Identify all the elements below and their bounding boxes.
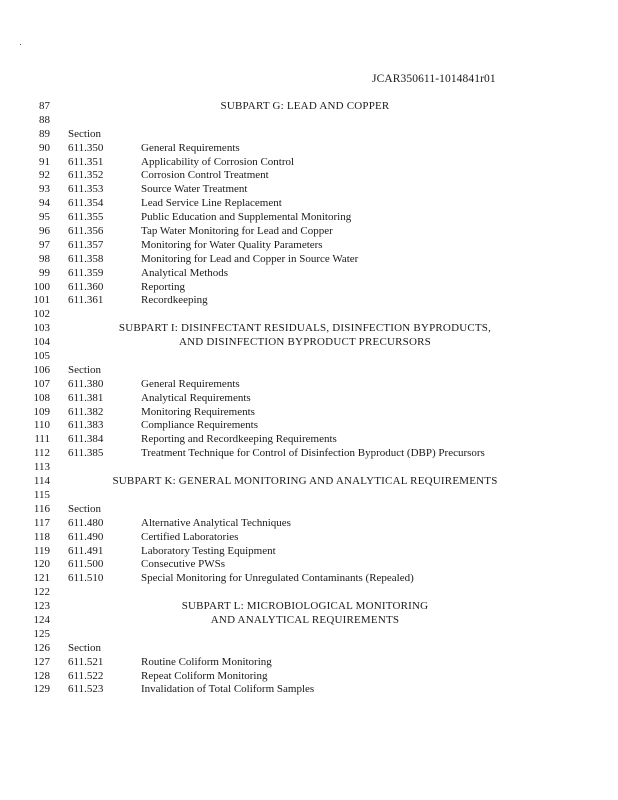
document-line xyxy=(0,586,618,600)
line-number: 97 xyxy=(39,238,50,251)
document-line xyxy=(0,253,618,267)
document-line xyxy=(0,489,618,503)
line-number: 107 xyxy=(33,377,50,390)
document-id: JCAR350611-1014841r01 xyxy=(372,73,496,85)
section-number: 611.351 xyxy=(68,155,104,168)
section-label: Section xyxy=(68,127,101,140)
line-number: 87 xyxy=(39,100,50,112)
line-number: 121 xyxy=(33,572,50,585)
section-number: 611.490 xyxy=(68,530,104,543)
document-line xyxy=(0,545,618,559)
line-number: 93 xyxy=(39,183,50,196)
document-line xyxy=(0,336,618,350)
section-number: 611.350 xyxy=(68,141,104,154)
document-line xyxy=(0,100,618,114)
subpart-heading: AND ANALYTICAL REQUIREMENTS xyxy=(210,613,400,626)
line-number: 111 xyxy=(34,433,50,446)
line-number: 110 xyxy=(33,419,50,432)
line-number: 112 xyxy=(33,447,50,460)
line-number: 105 xyxy=(33,350,50,363)
section-title: Source Water Treatment xyxy=(141,183,248,196)
document-line xyxy=(0,531,618,545)
section-title: Recordkeeping xyxy=(141,294,208,307)
section-number: 611.381 xyxy=(68,391,104,404)
section-number: 611.510 xyxy=(68,572,104,585)
section-number: 611.353 xyxy=(68,183,104,196)
line-number: 104 xyxy=(33,336,50,349)
line-number: 106 xyxy=(33,363,50,376)
line-number: 102 xyxy=(33,308,50,321)
line-number: 125 xyxy=(33,627,50,640)
line-number: 95 xyxy=(39,211,50,224)
subpart-heading: AND DISINFECTION BYPRODUCT PRECURSORS xyxy=(179,336,431,349)
document-line xyxy=(0,322,618,336)
document-line xyxy=(0,600,618,614)
section-number: 611.360 xyxy=(68,280,104,293)
line-number: 123 xyxy=(33,600,50,613)
subpart-heading: SUBPART L: MICROBIOLOGICAL MONITORING xyxy=(181,600,429,613)
line-number: 94 xyxy=(39,197,50,210)
section-number: 611.480 xyxy=(68,516,104,529)
section-label: Section xyxy=(68,641,101,654)
section-number: 611.522 xyxy=(68,669,104,682)
table-of-contents xyxy=(0,100,618,697)
line-number: 128 xyxy=(33,669,50,682)
line-number: 122 xyxy=(33,586,50,599)
section-label: Section xyxy=(68,502,101,515)
document-line xyxy=(0,281,618,295)
document-line xyxy=(0,517,618,531)
section-number: 611.380 xyxy=(68,377,104,390)
document-line xyxy=(0,211,618,225)
line-number: 92 xyxy=(39,169,50,182)
line-number: 99 xyxy=(39,266,50,279)
section-number: 611.491 xyxy=(68,544,104,557)
scan-speck xyxy=(20,44,21,45)
section-number: 611.358 xyxy=(68,252,104,265)
section-title: Applicability of Corrosion Control xyxy=(141,155,295,168)
section-title: Monitoring for Water Quality Parameters xyxy=(141,238,323,251)
section-title: Tap Water Monitoring for Lead and Copper xyxy=(141,225,333,238)
section-number: 611.352 xyxy=(68,169,104,182)
document-line xyxy=(0,475,618,489)
section-number: 611.359 xyxy=(68,266,104,279)
document-line xyxy=(0,183,618,197)
section-number: 611.354 xyxy=(68,197,104,210)
section-number: 611.355 xyxy=(68,211,104,224)
document-line xyxy=(0,239,618,253)
line-number: 113 xyxy=(33,461,50,474)
document-line xyxy=(0,128,618,142)
section-number: 611.500 xyxy=(68,558,104,571)
section-number: 611.357 xyxy=(68,238,104,251)
line-number: 115 xyxy=(33,488,50,501)
line-number: 96 xyxy=(39,225,50,238)
section-title: Certified Laboratories xyxy=(141,530,239,543)
line-number: 118 xyxy=(33,530,50,543)
line-number: 109 xyxy=(33,405,50,418)
document-line xyxy=(0,392,618,406)
document-line xyxy=(0,447,618,461)
line-number: 124 xyxy=(33,613,50,626)
document-line xyxy=(0,169,618,183)
section-number: 611.523 xyxy=(68,683,104,696)
section-title: Reporting and Recordkeeping Requirements xyxy=(141,433,337,446)
section-title: Monitoring for Lead and Copper in Source Water xyxy=(141,252,359,265)
document-line xyxy=(0,156,618,170)
section-title: Analytical Methods xyxy=(141,266,229,279)
section-title: Invalidation of Total Coliform Samples xyxy=(141,683,315,696)
subpart-heading: SUBPART I: DISINFECTANT RESIDUALS, DISINFECTION BYPRODUCTS, xyxy=(118,322,492,335)
section-title: Laboratory Testing Equipment xyxy=(141,544,276,557)
document-line xyxy=(0,433,618,447)
section-title: Compliance Requirements xyxy=(141,419,258,432)
document-line xyxy=(0,419,618,433)
document-line xyxy=(0,558,618,572)
line-number: 100 xyxy=(33,280,50,293)
document-line xyxy=(0,364,618,378)
line-number: 126 xyxy=(33,641,50,654)
document-line xyxy=(0,572,618,586)
document-line xyxy=(0,308,618,322)
subpart-heading: SUBPART G: LEAD AND COPPER xyxy=(220,100,390,112)
line-number: 88 xyxy=(39,113,50,126)
line-number: 91 xyxy=(39,155,50,168)
section-number: 611.382 xyxy=(68,405,104,418)
line-number: 117 xyxy=(33,516,50,529)
line-number: 90 xyxy=(39,141,50,154)
line-number: 119 xyxy=(33,544,50,557)
section-title: Reporting xyxy=(141,280,185,293)
section-number: 611.356 xyxy=(68,225,104,238)
line-number: 120 xyxy=(33,558,50,571)
line-number: 89 xyxy=(39,127,50,140)
section-number: 611.384 xyxy=(68,433,104,446)
line-number: 129 xyxy=(33,683,50,696)
section-title: Alternative Analytical Techniques xyxy=(141,516,291,529)
line-number: 101 xyxy=(33,294,50,307)
document-line xyxy=(0,503,618,517)
document-line xyxy=(0,656,618,670)
section-number: 611.385 xyxy=(68,447,104,460)
document-line xyxy=(0,642,618,656)
document-line xyxy=(0,197,618,211)
line-number: 108 xyxy=(33,391,50,404)
section-number: 611.383 xyxy=(68,419,104,432)
section-label: Section xyxy=(68,363,101,376)
document-line xyxy=(0,114,618,128)
section-title: General Requirements xyxy=(141,377,240,390)
section-title: Monitoring Requirements xyxy=(141,405,255,418)
line-number: 114 xyxy=(33,475,50,488)
document-line xyxy=(0,614,618,628)
document-line xyxy=(0,350,618,364)
document-line xyxy=(0,267,618,281)
section-title: Treatment Technique for Control of Disinfection Byproduct (DBP) Precursors xyxy=(141,447,485,460)
document-line xyxy=(0,461,618,475)
section-title: General Requirements xyxy=(141,141,240,154)
document-line xyxy=(0,142,618,156)
document-line xyxy=(0,670,618,684)
section-title: Public Education and Supplemental Monitoring xyxy=(141,211,352,224)
line-number: 116 xyxy=(33,502,50,515)
document-line xyxy=(0,225,618,239)
section-title: Analytical Requirements xyxy=(141,391,251,404)
section-number: 611.521 xyxy=(68,655,104,668)
line-number: 103 xyxy=(33,322,50,335)
document-line xyxy=(0,294,618,308)
section-title: Lead Service Line Replacement xyxy=(141,197,282,210)
section-title: Corrosion Control Treatment xyxy=(141,169,269,182)
line-number: 127 xyxy=(33,655,50,668)
subpart-heading: SUBPART K: GENERAL MONITORING AND ANALYTICAL REQUIREMENTS xyxy=(112,475,498,488)
section-number: 611.361 xyxy=(68,294,104,307)
document-line xyxy=(0,628,618,642)
document-line xyxy=(0,378,618,392)
document-line xyxy=(0,683,618,697)
line-number: 98 xyxy=(39,252,50,265)
section-title: Repeat Coliform Monitoring xyxy=(141,669,268,682)
section-title: Special Monitoring for Unregulated Contaminants (Repealed) xyxy=(141,572,414,585)
document-line xyxy=(0,406,618,420)
section-title: Routine Coliform Monitoring xyxy=(141,655,272,668)
section-title: Consecutive PWSs xyxy=(141,558,226,571)
